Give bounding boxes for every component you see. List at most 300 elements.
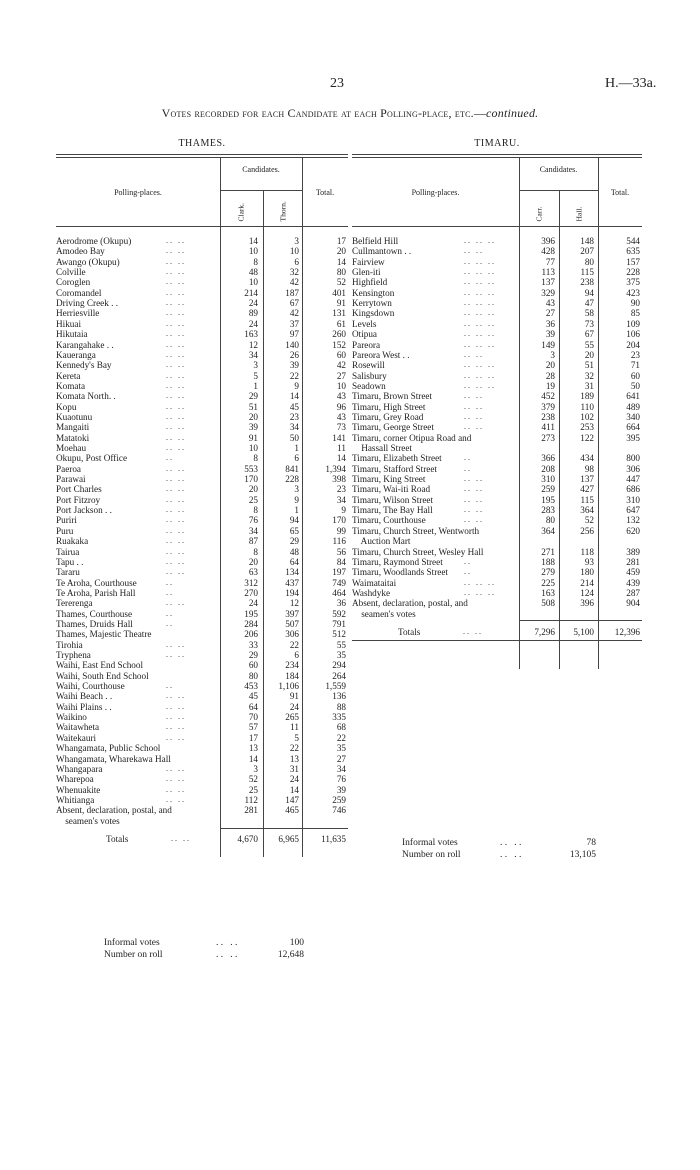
polling-place-name: Pareora	[352, 339, 381, 350]
table-row	[352, 360, 642, 370]
leader-dots: . .	[166, 681, 172, 691]
candidate-1-votes: 60	[248, 660, 258, 671]
table-row	[352, 557, 642, 567]
candidate-2-votes: 102	[580, 411, 594, 422]
total-votes: 90	[630, 298, 640, 309]
candidate-2-votes: 140	[285, 339, 299, 350]
candidate-1-votes: 43	[545, 298, 555, 309]
polling-places-header: Polling-places.	[411, 188, 460, 197]
total-votes: 27	[336, 370, 346, 381]
total-votes: 131	[332, 308, 346, 319]
leader-dots: . . . . . .	[464, 370, 494, 380]
candidate-1-votes: 163	[244, 329, 258, 340]
totals-label: Totals	[106, 833, 129, 844]
leader-dots: . .	[464, 567, 470, 577]
leader-dots: . . . . . .	[464, 577, 494, 587]
leader-dots: . . . .	[166, 474, 184, 484]
section-name: TIMARU.	[474, 138, 520, 149]
leader-dots: . . . .	[464, 505, 482, 515]
candidate-1-votes: 76	[248, 515, 258, 526]
candidate-1-votes: 195	[244, 608, 258, 619]
total-header: Total.	[315, 188, 335, 197]
candidate-2-votes: 396	[580, 598, 594, 609]
total-votes: 34	[336, 763, 346, 774]
totals-row	[352, 627, 642, 637]
total-votes: 88	[336, 701, 346, 712]
table-row	[56, 412, 348, 422]
candidate-1-header: Clark.	[236, 202, 246, 222]
candidate-1-votes: 77	[545, 256, 555, 267]
polling-place-name: Glen-iti	[352, 267, 381, 278]
candidate-2-votes: 1,106	[278, 681, 299, 692]
total-votes: 68	[336, 722, 346, 733]
candidate-2-votes: 52	[584, 515, 594, 526]
table-row	[56, 495, 348, 505]
table-row	[56, 340, 348, 350]
table-row	[56, 660, 348, 670]
polling-place-name: Parawai	[56, 474, 86, 485]
candidate-2-votes: 37	[289, 318, 299, 329]
table-row	[56, 474, 348, 484]
polling-place-name: Kaueranga	[56, 349, 96, 360]
candidate-1-votes: 553	[244, 463, 258, 474]
candidate-1-votes: 91	[248, 432, 258, 443]
candidate-2-total: 5,100	[573, 626, 594, 637]
candidate-2-votes: 55	[584, 339, 594, 350]
polling-place-name: Timaru, Church Street, Wentworth	[352, 525, 480, 536]
table-row	[56, 402, 348, 412]
total-votes: 14	[336, 256, 346, 267]
leader-dots: . . . .	[464, 246, 482, 256]
total-votes: 109	[626, 318, 640, 329]
total-votes: 447	[626, 474, 640, 485]
polling-place-name: Washdyke	[352, 587, 391, 598]
leader-dots: . .	[166, 453, 172, 463]
candidate-2-votes: 47	[584, 298, 594, 309]
candidate-2-header: Hall.	[574, 206, 584, 222]
polling-place-name: Port Fitzroy	[56, 494, 101, 505]
leader-dots: . . . .	[464, 515, 482, 525]
total-votes: 56	[336, 546, 346, 557]
table-row	[352, 443, 642, 453]
document-reference: H.—33a.	[605, 76, 657, 91]
total-votes: 73	[336, 422, 346, 433]
candidate-1-votes: 271	[541, 546, 555, 557]
polling-place-name: Thames, Majestic Theatre	[56, 629, 152, 640]
table-row	[56, 381, 348, 391]
candidate-1-votes: 70	[248, 712, 258, 723]
polling-place-name: seamen's votes	[352, 608, 416, 619]
leader-dots: . . . .	[166, 318, 184, 328]
candidate-1-votes: 64	[248, 701, 258, 712]
polling-place-name: Timaru, Wai-iti Road	[352, 484, 431, 495]
table-row	[56, 277, 348, 287]
candidate-2-votes: 42	[289, 308, 299, 319]
candidate-2-votes: 64	[289, 556, 299, 567]
leader-dots: . . . . . .	[464, 277, 494, 287]
table-row	[56, 371, 348, 381]
timaru-informal-dots: . . . .	[500, 838, 522, 848]
candidate-1-votes: 8	[253, 453, 258, 464]
total-votes: 42	[336, 360, 346, 371]
leader-dots: . . . .	[166, 722, 184, 732]
candidate-1-votes: 283	[541, 505, 555, 516]
polling-place-name: Waihi Beach . .	[56, 691, 113, 702]
table-row	[56, 329, 348, 339]
table-row	[56, 774, 348, 784]
candidate-2-votes: 110	[580, 401, 594, 412]
grand-total: 12,396	[614, 626, 640, 637]
candidate-2-votes: 32	[289, 267, 299, 278]
candidate-1-votes: 1	[253, 380, 258, 391]
table-row	[56, 578, 348, 588]
total-votes: 106	[626, 329, 640, 340]
leader-dots: . . . .	[166, 329, 184, 339]
table-row	[352, 433, 642, 443]
candidate-2-votes: 194	[285, 587, 299, 598]
thames-roll-value: 12,648	[277, 950, 304, 960]
candidate-2-votes: 65	[289, 525, 299, 536]
total-votes: 746	[332, 805, 346, 816]
candidate-1-votes: 137	[541, 277, 555, 288]
total-votes: 620	[626, 525, 640, 536]
timaru-informal-label: Informal votes	[402, 838, 458, 848]
polling-place-name: Waikino	[56, 712, 87, 723]
candidate-1-votes: 379	[541, 401, 555, 412]
total-votes: 14	[336, 453, 346, 464]
leader-dots: . . . .	[166, 598, 184, 608]
leader-dots: . .	[166, 618, 172, 628]
polling-place-name: Ruakaka	[56, 536, 89, 547]
table-row	[352, 547, 642, 557]
leader-dots: . . . .	[166, 391, 184, 401]
leader-dots: . . . .	[166, 525, 184, 535]
section-name: THAMES.	[178, 138, 226, 149]
candidate-1-votes: 238	[541, 411, 555, 422]
total-votes: 904	[626, 598, 640, 609]
table-row	[56, 629, 348, 639]
table-row	[352, 319, 642, 329]
candidate-2-votes: 22	[289, 743, 299, 754]
total-votes: 60	[630, 370, 640, 381]
total-votes: 260	[332, 329, 346, 340]
total-votes: 791	[332, 618, 346, 629]
timaru-informal-value: 78	[586, 838, 596, 848]
candidate-1-votes: 27	[545, 308, 555, 319]
table-row	[56, 288, 348, 298]
candidate-1-votes: 170	[244, 474, 258, 485]
candidate-1-votes: 508	[541, 598, 555, 609]
total-votes: 1,394	[325, 463, 346, 474]
leader-dots: . . . .	[166, 246, 184, 256]
candidate-2-votes: 147	[285, 794, 299, 805]
polling-place-name: Matatoki	[56, 432, 90, 443]
candidate-2-votes: 48	[289, 546, 299, 557]
candidate-1-votes: 149	[541, 339, 555, 350]
table-row	[56, 464, 348, 474]
candidate-2-votes: 434	[580, 453, 594, 464]
polling-place-name: Thames, Druids Hall	[56, 618, 133, 629]
candidate-2-votes: 80	[584, 256, 594, 267]
total-votes: 36	[336, 598, 346, 609]
polling-place-name: Timaru, George Street	[352, 422, 434, 433]
polling-place-name: Kensington	[352, 287, 395, 298]
table-row	[56, 422, 348, 432]
total-votes: 141	[332, 432, 346, 443]
polling-place-name: Whitianga	[56, 794, 95, 805]
table-row	[56, 236, 348, 246]
total-votes: 27	[336, 753, 346, 764]
candidate-1-votes: 8	[253, 505, 258, 516]
table-row	[56, 681, 348, 691]
leader-dots: . . . .	[166, 546, 184, 556]
table-row	[56, 609, 348, 619]
polling-place-name: Coromandel	[56, 287, 102, 298]
candidate-1-votes: 10	[248, 443, 258, 453]
polling-place-name: Salisbury	[352, 370, 387, 381]
candidate-2-votes: 51	[584, 360, 594, 371]
table-row	[56, 246, 348, 256]
leader-dots: . . . .	[166, 298, 184, 308]
polling-place-name: Tairua	[56, 546, 80, 557]
candidate-1-votes: 3	[550, 349, 555, 360]
polling-place-name: Rosewill	[352, 360, 385, 371]
candidate-2-votes: 6	[294, 256, 299, 267]
table-row	[56, 588, 348, 598]
polling-place-name: Waihi, South End School	[56, 670, 149, 681]
table-row	[352, 578, 642, 588]
candidate-1-votes: 3	[253, 763, 258, 774]
candidate-2-votes: 118	[580, 546, 594, 557]
candidate-2-votes: 34	[289, 422, 299, 433]
leader-dots: . . . . . .	[464, 298, 494, 308]
polling-place-name: Timaru, King Street	[352, 474, 426, 485]
candidate-2-votes: 189	[580, 391, 594, 402]
candidate-2-votes: 24	[289, 701, 299, 712]
candidate-2-votes: 98	[584, 463, 594, 474]
table-row	[56, 319, 348, 329]
candidate-1-votes: 45	[248, 691, 258, 702]
polling-place-name: Te Aroha, Parish Hall	[56, 587, 136, 598]
total-votes: 749	[332, 577, 346, 588]
polling-place-name: Tapu . .	[56, 556, 84, 567]
total-votes: 664	[626, 422, 640, 433]
total-votes: 375	[626, 277, 640, 288]
polling-place-name: Tryphena	[56, 650, 91, 660]
table-row	[56, 505, 348, 515]
candidate-2-votes: 134	[285, 567, 299, 578]
candidate-2-votes: 93	[584, 556, 594, 567]
candidate-1-votes: 87	[248, 536, 258, 547]
thames-table	[56, 130, 348, 930]
candidate-1-votes: 364	[541, 525, 555, 536]
table-row	[352, 588, 642, 598]
polling-place-name: Absent, declaration, postal, and	[56, 805, 172, 816]
polling-place-name: Cullmantown . .	[352, 246, 412, 257]
polling-place-name: Auction Mart	[352, 536, 411, 547]
candidate-1-votes: 13	[248, 743, 258, 754]
candidate-2-votes: 23	[289, 411, 299, 422]
polling-place-name: Hikuai	[56, 318, 82, 329]
candidate-1-votes: 14	[248, 236, 258, 246]
candidate-2-votes: 45	[289, 401, 299, 412]
leader-dots: . . . .	[166, 401, 184, 411]
thames-informal-dots: . . . .	[216, 938, 238, 948]
polling-place-name: seamen's votes	[56, 815, 120, 826]
table-row	[352, 515, 642, 525]
polling-place-name: Seadown	[352, 380, 386, 391]
candidate-2-votes: 26	[289, 349, 299, 360]
total-votes: 43	[336, 411, 346, 422]
leader-dots: . . . .	[464, 494, 482, 504]
total-header: Total.	[610, 188, 630, 197]
polling-place-name: Pareora West . .	[352, 349, 410, 360]
candidate-1-votes: 113	[541, 267, 555, 278]
polling-places-header: Polling-places.	[114, 188, 162, 197]
total-votes: 22	[336, 732, 346, 743]
total-votes: 84	[336, 556, 346, 567]
leader-dots: . . . .	[166, 650, 184, 659]
page-title	[0, 106, 700, 121]
leader-dots: . . . .	[166, 515, 184, 525]
thames-roll-dots: . . . .	[216, 950, 238, 960]
polling-place-name: Komata North. .	[56, 391, 116, 402]
polling-place-name: Kingsdown	[352, 308, 395, 319]
candidate-1-votes: 428	[541, 246, 555, 257]
polling-place-name: Moehau	[56, 443, 87, 453]
candidate-2-votes: 12	[289, 598, 299, 609]
candidate-2-votes: 427	[580, 484, 594, 495]
leader-dots: . . . .	[166, 349, 184, 359]
polling-place-name: Karangahake . .	[56, 339, 114, 350]
table-row	[56, 536, 348, 546]
total-votes: 204	[626, 339, 640, 350]
candidate-1-votes: 10	[248, 246, 258, 257]
table-row	[352, 329, 642, 339]
candidate-1-votes: 89	[248, 308, 258, 319]
candidate-1-votes: 206	[244, 629, 258, 640]
table-row	[352, 246, 642, 256]
polling-place-name: Puriri	[56, 515, 77, 526]
candidate-2-votes: 67	[584, 329, 594, 340]
candidate-1-votes: 281	[244, 805, 258, 816]
candidate-1-votes: 19	[545, 380, 555, 391]
candidate-1-votes: 63	[248, 567, 258, 578]
leader-dots: . . . .	[166, 567, 184, 577]
candidate-1-votes: 20	[545, 360, 555, 371]
polling-place-name: Hassall Street	[352, 443, 412, 453]
table-row	[352, 308, 642, 318]
table-row	[56, 691, 348, 701]
total-votes: 43	[336, 391, 346, 402]
leader-dots: . . . .	[166, 556, 184, 566]
candidate-2-votes: 9	[294, 494, 299, 505]
polling-place-name: Driving Creek . .	[56, 298, 119, 309]
table-row	[56, 360, 348, 370]
polling-place-name: Timaru, Elizabeth Street	[352, 453, 442, 464]
polling-place-name: Herriesville	[56, 308, 100, 319]
thames-informal-value: 100	[289, 938, 304, 948]
table-row	[352, 464, 642, 474]
candidate-1-votes: 20	[248, 556, 258, 567]
total-votes: 335	[332, 712, 346, 723]
table-row	[56, 598, 348, 608]
leader-dots: . . . .	[166, 277, 184, 287]
leader-dots: . . . .	[464, 474, 482, 484]
table-row	[56, 391, 348, 401]
candidate-1-votes: 39	[545, 329, 555, 340]
total-votes: 287	[626, 587, 640, 598]
candidate-2-votes: 234	[285, 660, 299, 671]
polling-place-name: Belfield Hill	[352, 236, 399, 246]
leader-dots: . . . .	[166, 794, 184, 804]
total-votes: 132	[626, 515, 640, 526]
leader-dots: . . . .	[166, 732, 184, 742]
leader-dots: . . . .	[166, 432, 184, 442]
polling-place-name: Kereta	[56, 370, 81, 381]
candidate-1-total: 7,296	[534, 626, 555, 637]
leader-dots: . .	[166, 608, 172, 618]
total-votes: 96	[336, 401, 346, 412]
leader-dots: . . . .	[166, 784, 184, 794]
polling-place-name: Kerrytown	[352, 298, 392, 309]
candidate-2-votes: 6	[294, 453, 299, 464]
table-row	[56, 619, 348, 629]
total-votes: 136	[332, 691, 346, 702]
table-row	[56, 764, 348, 774]
polling-place-name: Levels	[352, 318, 377, 329]
candidate-1-votes: 14	[248, 753, 258, 764]
polling-place-name: Otipua	[352, 329, 378, 340]
total-votes: 55	[336, 639, 346, 650]
total-votes: 52	[336, 277, 346, 288]
candidate-2-votes: 94	[289, 515, 299, 526]
candidate-1-votes: 20	[248, 484, 258, 495]
leader-dots: . . . . . .	[464, 287, 494, 297]
candidate-2-votes: 58	[584, 308, 594, 319]
grand-total: 11,635	[321, 833, 346, 844]
polling-place-name: Timaru, Grey Road	[352, 411, 424, 422]
leader-dots: . . . .	[166, 701, 184, 711]
table-row	[56, 733, 348, 743]
candidate-2-votes: 841	[285, 463, 299, 474]
leader-dots: . . . .	[166, 639, 184, 649]
candidate-2-votes: 31	[584, 380, 594, 391]
table-row	[56, 298, 348, 308]
polling-place-name: Coroglen	[56, 277, 91, 288]
table-row	[352, 609, 642, 619]
candidate-1-votes: 310	[541, 474, 555, 485]
thames-roll-label: Number on roll	[104, 950, 163, 960]
table-row	[352, 340, 642, 350]
candidate-1-votes: 270	[244, 587, 258, 598]
candidate-2-votes: 207	[580, 246, 594, 257]
total-votes: 1,559	[325, 681, 346, 692]
candidate-1-votes: 34	[248, 349, 258, 360]
candidate-1-votes: 12	[248, 339, 258, 350]
leader-dots: . . . . . .	[464, 360, 494, 370]
total-votes: 464	[332, 587, 346, 598]
total-votes: 35	[336, 650, 346, 660]
candidate-2-votes: 20	[584, 349, 594, 360]
table-row	[352, 236, 642, 246]
polling-place-name: Waitekauri	[56, 732, 97, 743]
total-votes: 11	[337, 443, 346, 453]
candidate-2-votes: 94	[584, 287, 594, 298]
total-votes: 85	[630, 308, 640, 319]
leader-dots: . . . .	[464, 401, 482, 411]
polling-place-name: Whangamata, Public School	[56, 743, 161, 754]
